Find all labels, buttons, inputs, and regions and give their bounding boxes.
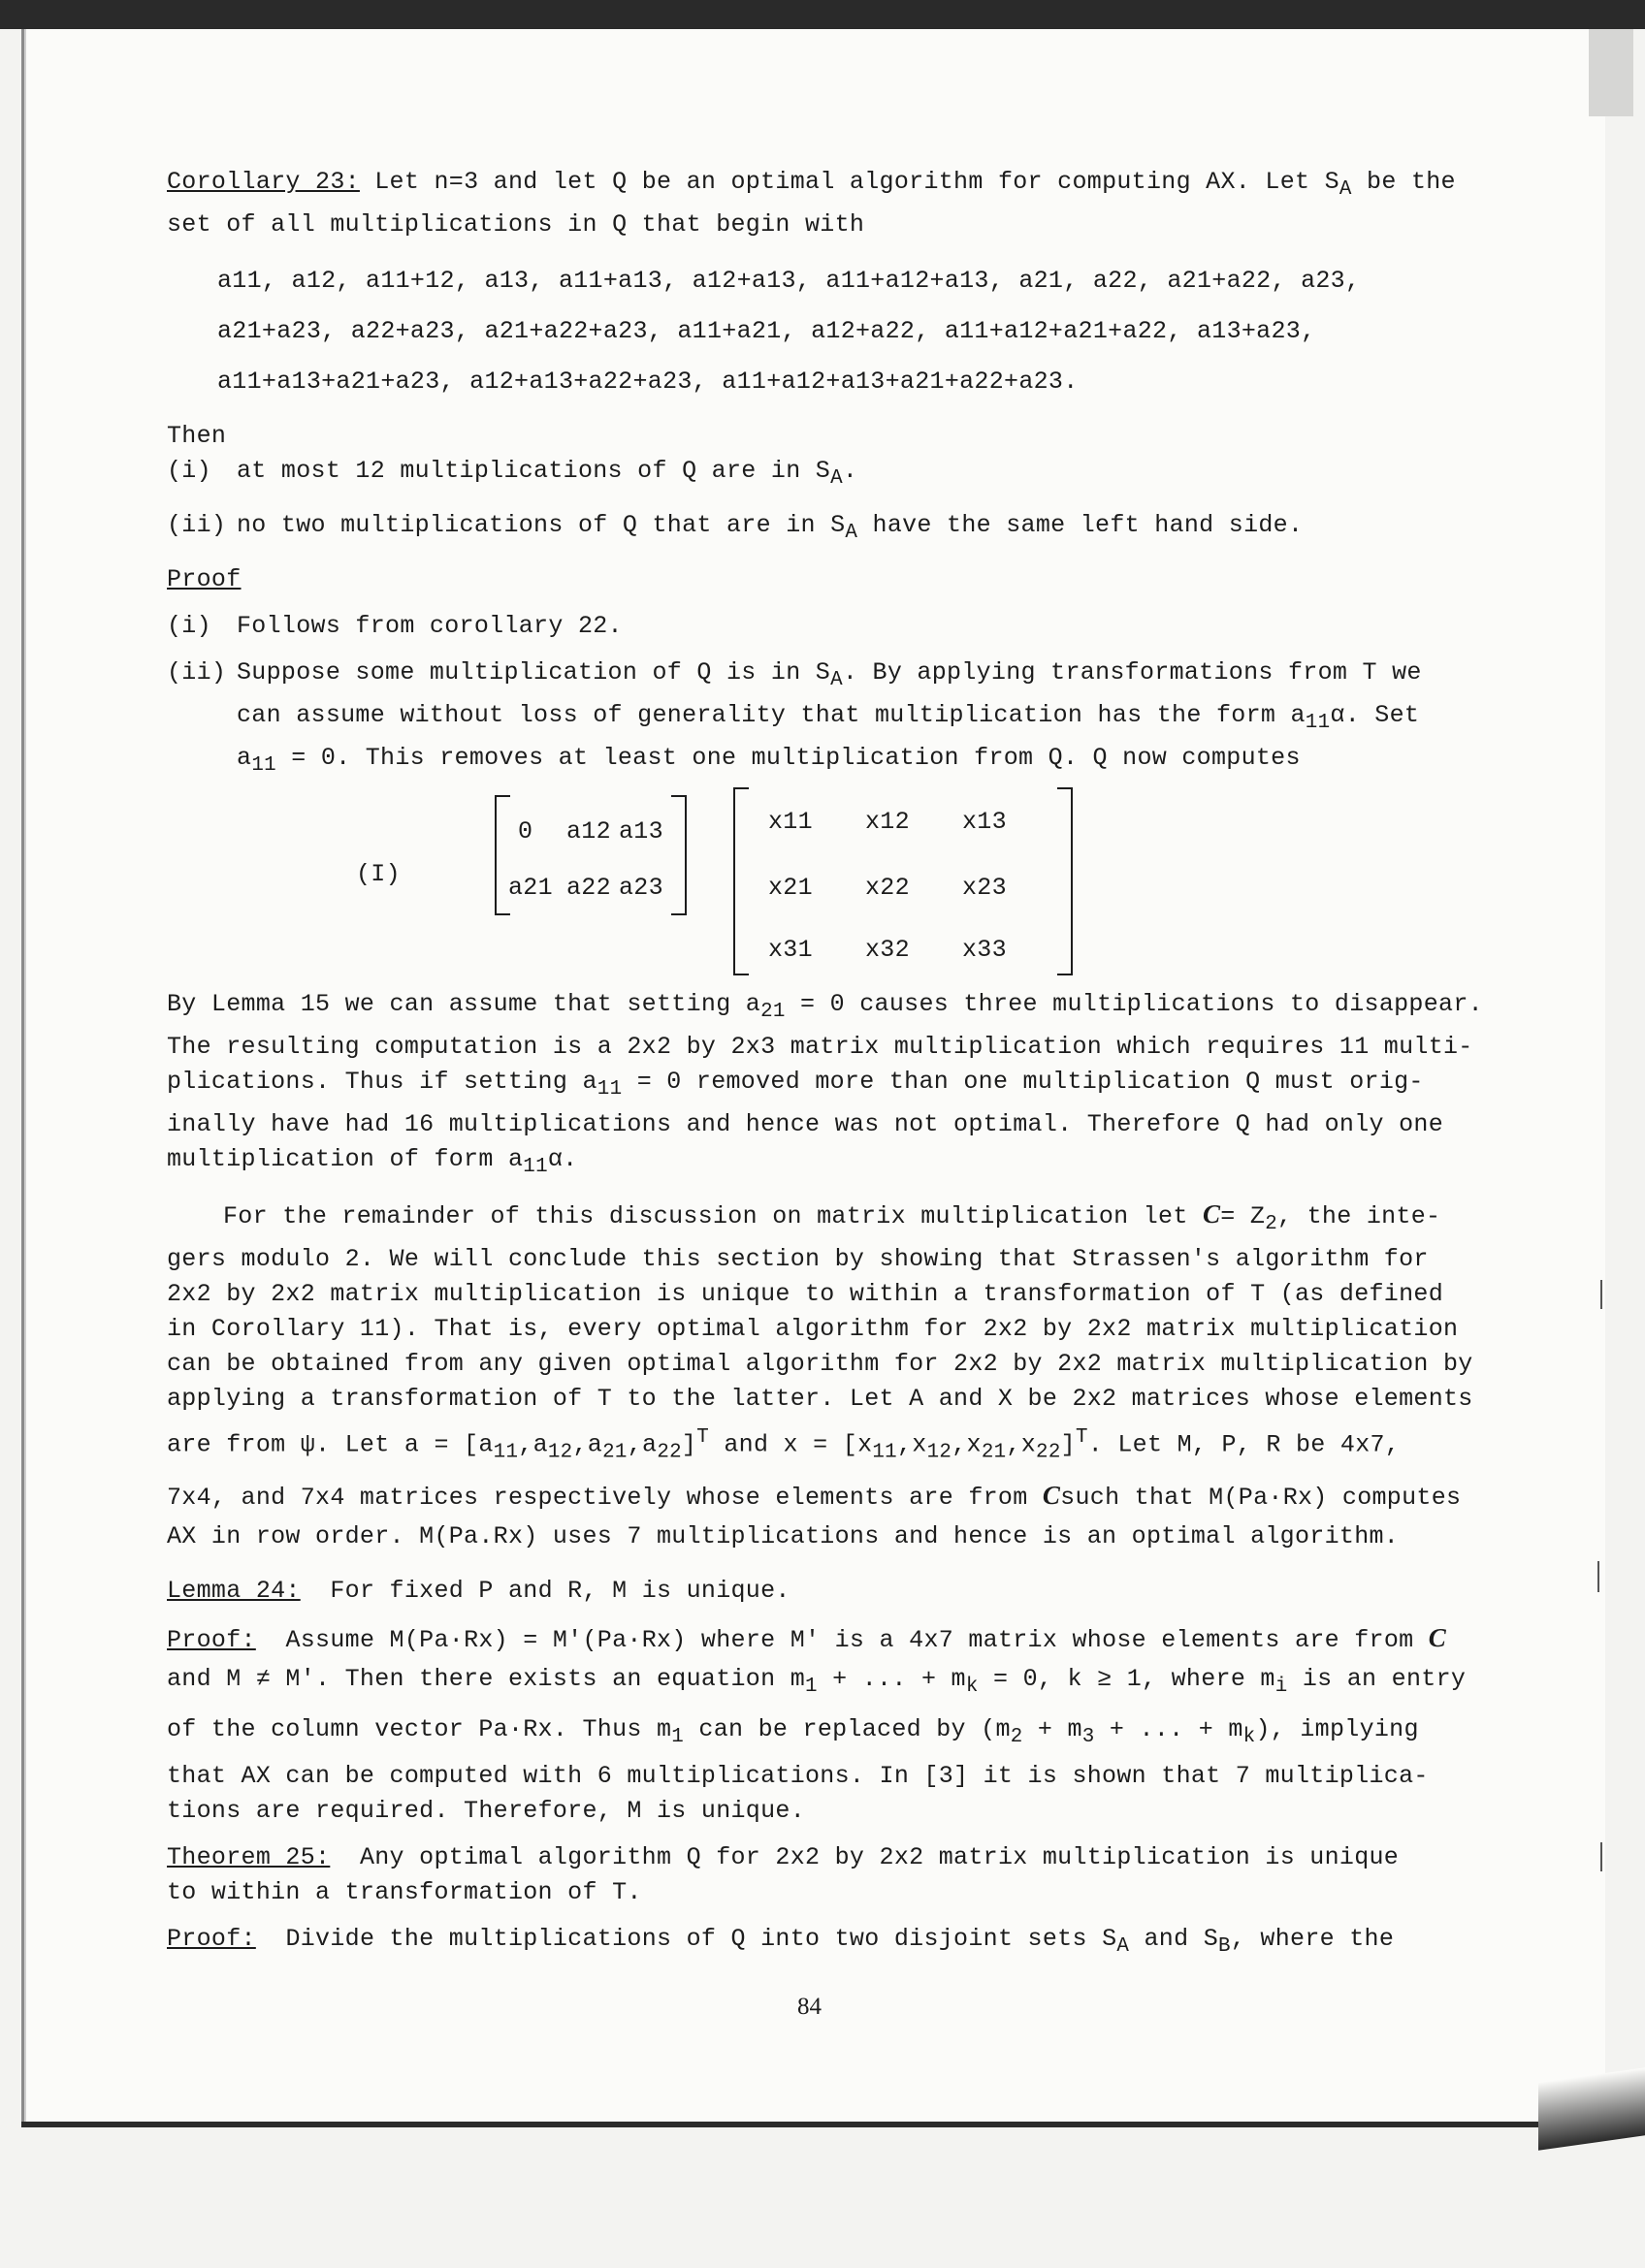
lemma-24: Lemma 24: For fixed P and R, M is unique. xyxy=(167,1577,790,1606)
equation-label: (I) xyxy=(356,860,401,888)
lemma-label: Lemma 24: xyxy=(167,1577,301,1606)
matrix-cell: a21 xyxy=(508,874,553,902)
matrix-cell: a12 xyxy=(566,817,611,846)
corollary-label: Corollary 23: xyxy=(167,168,360,196)
theorem-label: Theorem 25: xyxy=(167,1843,331,1872)
page-curl xyxy=(1589,29,1633,116)
matrix-cell: x12 xyxy=(865,808,910,836)
matrix-cell: a23 xyxy=(619,874,663,902)
matrix-bracket xyxy=(671,795,687,915)
matrix-bracket xyxy=(1057,787,1073,975)
lemma-15-paragraph: By Lemma 15 we can assume that setting $a_{21} = 0$ causes three multiplications to disappear. The resulting computation is a 2x2 by 2x3 matrix multiplication which requires 11 multi- plications. Thus if setting $a_{11} = 0$ removed more than one multiplication Q must orig- inally have had 16 multiplications and hence was not optimal. Therefore Q had only one multiplication of form $a_{11}\alpha$. xyxy=(167,990,1483,1178)
remainder-paragraph: For the remainder of this discussion on matrix multiplication let $C= Z_2$, the inte- gers modulo 2. We will conclude this section by showing that Strassen's algorithm for 2x2 by 2x2 matrix multiplication is unique to within a transformation of T (as defined in Corollary 11). That is, every optimal algorithm for 2x2 by 2x2 matrix multiplication can be obtained from any given optimal algorithm for 2x2 by 2x2 matrix multiplication by applying a transformation of T to the latter. Let A and X be 2x2 matrices whose elements are from ψ. Let $a = [a_{11},a_{12},a_{21},a_{22}]^T$ and $x = [x_{11},x_{12},x_{21},x_{22}]^T$. Let M, P, R be 4x7, 7x4, and 7x4 matrices respectively whose elements are from Csuch that M(Pa·Rx) computes AX in row order. M(Pa.Rx) uses 7 multiplications and hence is an optimal algorithm. xyxy=(167,1199,1473,1551)
corollary-23: Corollary 23: Let n=3 and let Q be an optimal algorithm for computing AX. Let $S_A$ be the xyxy=(167,168,1456,201)
then-label: Then xyxy=(167,422,227,450)
list-item: (ii) no two multiplications of Q that are in $S_A$ have the same left hand side. xyxy=(167,511,1304,544)
list-item: (i) Follows from corollary 22. xyxy=(167,612,623,640)
matrix-cell: a13 xyxy=(619,817,663,846)
list-item: (ii) Suppose some multiplication of Q is in $S_A$. By applying transformations from T we can assume without loss of generality that multiplication has the form $a_{11}\alpha$. Set $a_{11} = 0$. This removes at least one multiplication from Q. Q now computes xyxy=(167,658,1422,777)
script-c-symbol: C xyxy=(1042,1481,1061,1511)
matrix-cell: x31 xyxy=(768,936,813,964)
matrix-cell: 0 xyxy=(518,817,533,846)
matrix-cell: x33 xyxy=(962,936,1007,964)
page-number: 84 xyxy=(797,1994,822,2020)
proof-lemma-24: Proof: Assume M(Pa·Rx) = M'(Pa·Rx) where M' is a 4x7 matrix whose elements are from C and M ≠ M'. Then there exists an equation $m_1$ + ... + $m_k = 0$, k ≥ 1, where $m_i$ is an entry of the column vector Pa·Rx. Thus $m_1$ can be replaced by ($m_2 + m_3$ + ... + $m_k$), implying that AX can be computed with 6 multiplications. In [3] it is shown that 7 multiplica- tions are required. Therefore, M is unique. xyxy=(167,1623,1467,1826)
scan-top-border xyxy=(0,0,1645,29)
scan-bottom-border xyxy=(21,2122,1622,2127)
list-item: (i) at most 12 multiplications of Q are in $S_A$. xyxy=(167,457,858,490)
script-c-symbol: C xyxy=(1202,1199,1221,1229)
matrix-cell: x11 xyxy=(768,808,813,836)
matrix-cell: x32 xyxy=(865,936,910,964)
multiplication-sequence: a11, a12, a11+12, a13, a11+a13, a12+a13, a11+a12+a13, a21, a22, a21+a22, a23, a21+a23, a22+a23, a21+a22+a23, a11+a21, a12+a22, a11+a12+a21+a22, a13+a23, a11+a13+a21+a23, a12+a13+a22+a23, a11+a12+a13+a21+a22+a23. xyxy=(217,267,1361,396)
margin-mark xyxy=(1600,1280,1602,1309)
page-corner-shadow xyxy=(1538,2067,1645,2150)
margin-mark xyxy=(1600,1842,1602,1871)
proof-label: Proof: xyxy=(167,1925,256,1954)
matrix-cell: x22 xyxy=(865,874,910,902)
matrix-cell: a22 xyxy=(566,874,611,902)
page-body xyxy=(167,165,1483,1965)
proof-label: Proof xyxy=(167,565,242,593)
matrix-bracket xyxy=(733,787,749,975)
matrix-cell: x13 xyxy=(962,808,1007,836)
script-c-symbol: C xyxy=(1428,1623,1447,1653)
theorem-25: Theorem 25: Any optimal algorithm Q for 2x2 by 2x2 matrix multiplication is unique to within a transformation of T. xyxy=(167,1843,1400,1907)
corollary-text: set of all multiplications in Q that begin with xyxy=(167,210,865,239)
matrix-equation xyxy=(167,787,1476,981)
margin-mark xyxy=(1597,1561,1599,1592)
matrix-cell: x23 xyxy=(962,874,1007,902)
matrix-cell: x21 xyxy=(768,874,813,902)
proof-theorem-25: Proof: Divide the multiplications of Q into two disjoint sets $S_A$ and $S_B$, where the xyxy=(167,1925,1395,1959)
proof-label: Proof: xyxy=(167,1626,256,1655)
